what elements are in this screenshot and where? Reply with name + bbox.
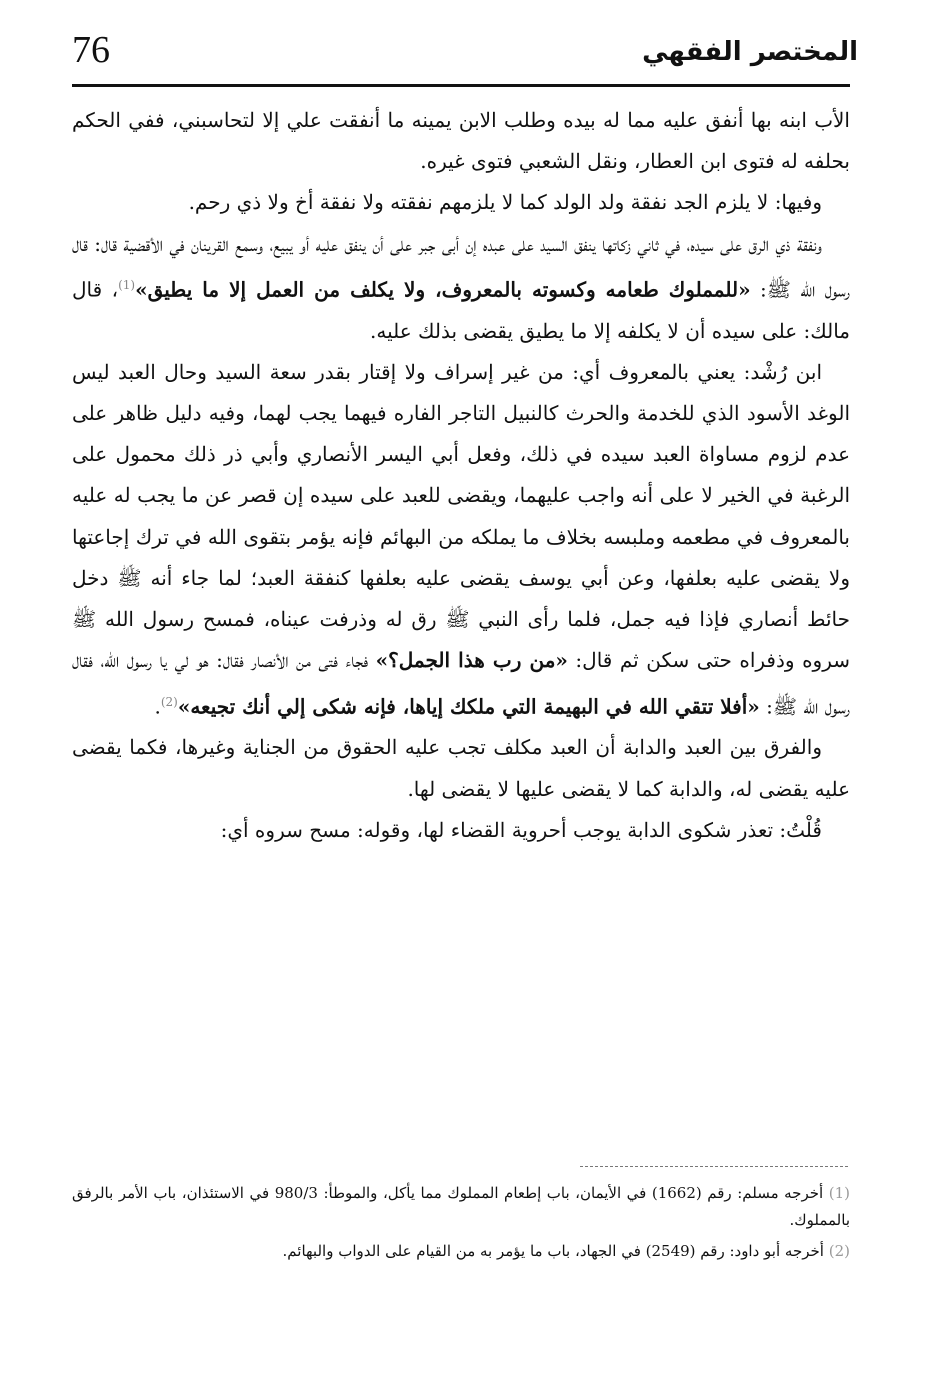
footnote-ref-2[interactable]: (2) bbox=[160, 694, 178, 709]
paragraph-4-text-c: فجاء فتى من الأنصار فقال: هو لي يا رسول الله، فقال رسول الله ﷺ: bbox=[72, 648, 850, 719]
hadith-quote-2: «من رب هذا الجمل؟» bbox=[375, 648, 568, 673]
paragraph-2: وفيها: لا يلزم الجد نفقة ولد الولد كما لا يلزمهم نفقته ولا نفقة أخ ولا ذي رحم. bbox=[188, 190, 822, 215]
paragraph-6: قُلْتُ: تعذر شكوى الدابة يوجب أحروية القضاء لها، وقوله: مسح سروه أي: bbox=[220, 817, 822, 842]
footnote-text: أخرجه أبو داود: رقم (2549) في الجهاد، باب ما يؤمر به من القيام على الدواب والبهائم. bbox=[282, 1242, 824, 1260]
paragraph-1: الأب ابنه بها أنفق عليه مما له بيده وطلب الابن يمينه ما أنفقت علي إلا لتحاسبني، ففي الحكم بحلفه له فتوى ابن العطار، ونقل الشعبي فتوى غيره. bbox=[72, 108, 850, 174]
footnotes bbox=[72, 1180, 850, 1269]
main-text bbox=[72, 100, 850, 851]
page-number: 76 bbox=[72, 29, 110, 71]
footnote-number: (2) bbox=[828, 1242, 850, 1260]
footnote-1 bbox=[72, 1180, 850, 1234]
paragraph-3 bbox=[72, 224, 850, 352]
running-title: المختصر الفقهي bbox=[642, 37, 858, 67]
paragraph-3-text-a: ونفقة ذي الرق على سيده، في ثاني زكاتها ينفق السيد على عبده إن أبى جبر على أن ينفق عليه أو يبيع، وسمع القرينان في الأقضية قال: قال رسول الله ﷺ: bbox=[72, 231, 850, 302]
header-rule bbox=[72, 84, 850, 87]
footnote-text: أخرجه مسلم: رقم (1662) في الأيمان، باب إطعام المملوك مما يأكل، والموطأ: 980/3 في الاستئذان، باب الأمر بالرفق بالمملوك. bbox=[72, 1184, 850, 1229]
footnote-number: (1) bbox=[828, 1184, 850, 1202]
paragraph-3-text-c: ، قال مالك: على سيده أن لا يكلفه إلا ما يطيق يقضى بذلك عليه. bbox=[72, 277, 850, 343]
page-header bbox=[72, 26, 858, 86]
hadith-quote-1: «للمملوك طعامه وكسوته بالمعروف، ولا يكلف من العمل إلا ما يطيق» bbox=[135, 277, 751, 302]
footnote-2 bbox=[72, 1238, 850, 1265]
paragraph-5: والفرق بين العبد والدابة أن العبد مكلف تجب عليه الحقوق من الجناية وغيرها، فكما يقضى عليه يقضى له، والدابة كما لا يقضى عليها لا يقضى لها. bbox=[72, 735, 850, 801]
paragraph-4-text-e: . bbox=[154, 694, 161, 719]
hadith-quote-3: «أفلا تتقي الله في البهيمة التي ملكك إياها، فإنه شكى إلي أنك تجيعه» bbox=[177, 694, 760, 719]
paragraph-4-text-a: ابن رُشْد: يعني بالمعروف أي: من غير إسراف ولا إقتار بقدر سعة السيد وحال العبد ليس الوغد الأسود الذي للخدمة والحرث كالنبيل التاجر الفاره فيهما يجب لهما، وفيه دليل ظاهر على عدم لزوم مساواة العبد سيده في ذلك، وفعل أبي اليسر الأنصاري وأبي ذر ذلك محمول على الرغبة في الخير لا على أنه واجب عليهما، ويقضى للعبد على سيده إن قصر عن ما يجب له عليه بالمعروف في مطعمه وملبسه بخلاف ما يملكه من البهائم فإنه يؤمر بتقوى الله في ترك إجاعتها ولا يقضى عليه بعلفها، وعن أبي يوسف يقضى عليه بعلفها كنفقة العبد؛ لما جاء أنه ﷺ دخل حائط أنصاري فإذا فيه جمل، فلما رأى النبي ﷺ رق له وذرفت عيناه، فمسح رسول الله ﷺ سروه وذفراه حتى سكن ثم قال: bbox=[72, 359, 850, 673]
footnote-separator bbox=[580, 1166, 848, 1167]
footnote-ref-1[interactable]: (1) bbox=[118, 277, 136, 292]
paragraph-4 bbox=[72, 352, 850, 727]
